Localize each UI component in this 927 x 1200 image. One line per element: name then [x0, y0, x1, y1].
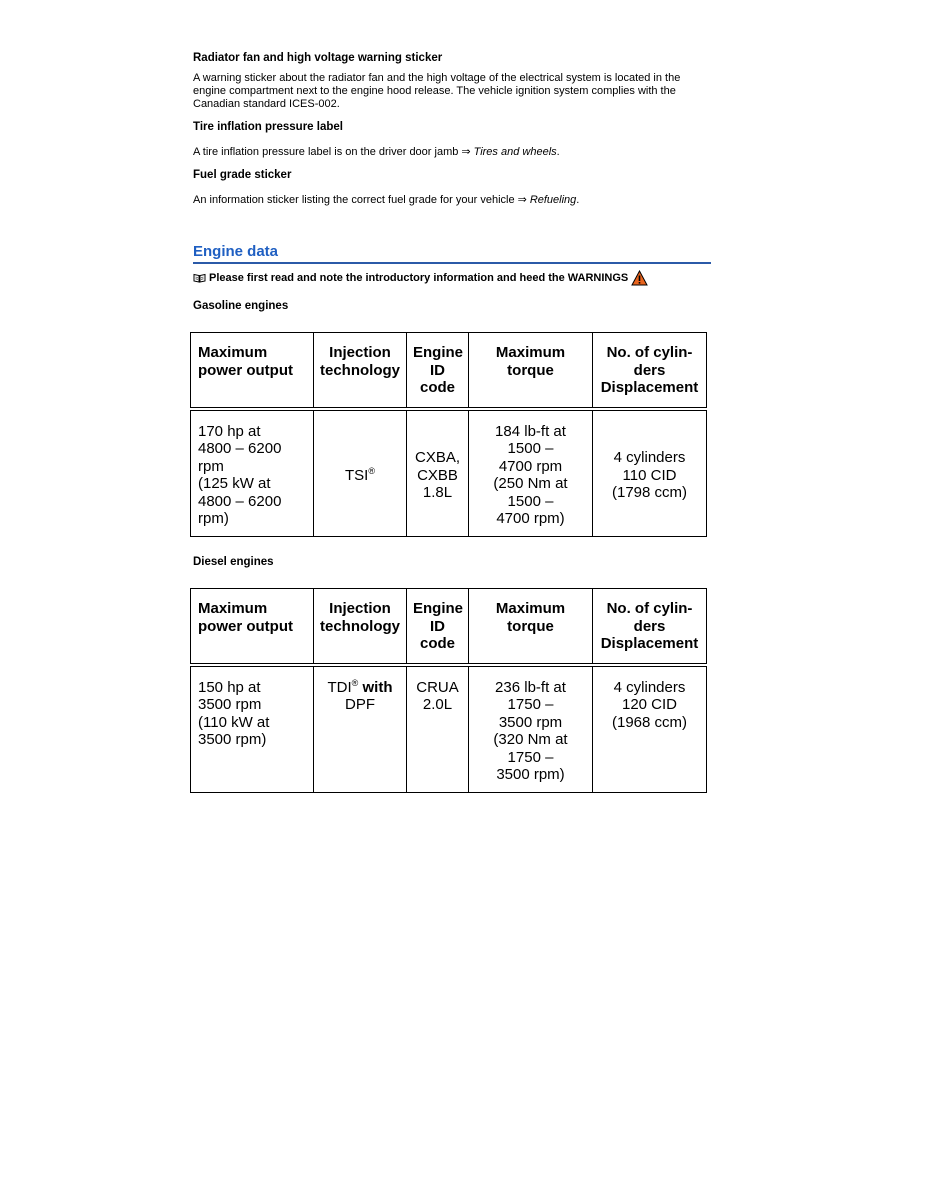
cell-power: 170 hp at 4800 – 6200 rpm (125 kW at 4800 – 6200 rpm) [191, 409, 314, 537]
subsection-diesel: Diesel engines [193, 556, 274, 568]
arrow-right-icon: ⇒ [517, 194, 527, 206]
cell-power: 150 hp at 3500 rpm (110 kW at 3500 rpm) [191, 665, 314, 793]
cell-injection: TDI® with DPF [314, 665, 407, 793]
col-header-power: Maximum power output [191, 589, 314, 665]
cell-torque: 184 lb-ft at 1500 – 4700 rpm (250 Nm at 1500 – 4700 rpm) [469, 409, 593, 537]
col-header-injection: Injection technology [314, 589, 407, 665]
cell-cylinders: 4 cylinders 120 CID (1968 ccm) [593, 665, 707, 793]
col-header-torque: Maximum torque [469, 333, 593, 409]
intro-text: Please first read and note the introductory information and heed the WARNINGS [209, 272, 629, 284]
cell-engine-id: CXBA, CXBB 1.8L [407, 409, 469, 537]
book-icon [193, 273, 206, 283]
col-header-cylinders: No. of cylin- ders Displacement [593, 333, 707, 409]
sticker-heading-radiator: Radiator fan and high voltage warning sticker [193, 52, 443, 64]
section-title-engine-data: Engine data [193, 243, 711, 264]
text-line: A tire inflation pressure label is on the driver door jamb [193, 146, 459, 158]
table-row [191, 665, 707, 793]
sticker-text-fuel [193, 194, 708, 207]
text-end: . [556, 146, 560, 158]
text-end: . [576, 194, 580, 206]
text-line: An information sticker listing the correct fuel grade for your vehicle [193, 194, 515, 206]
col-header-power: Maximum power output [191, 333, 314, 409]
table-header-row [191, 333, 707, 409]
col-header-torque: Maximum torque [469, 589, 593, 665]
gasoline-engine-table [190, 332, 707, 537]
diesel-engine-table [190, 588, 707, 793]
sticker-text-radiator [193, 72, 708, 111]
table-row [191, 409, 707, 537]
text-line: A warning sticker about the radiator fan and the high voltage of the electrical system is located in the [193, 72, 681, 84]
cell-torque: 236 lb-ft at 1750 – 3500 rpm (320 Nm at 1750 – 3500 rpm) [469, 665, 593, 793]
cell-cylinders: 4 cylinders 110 CID (1798 ccm) [593, 409, 707, 537]
sticker-text-tire [193, 146, 708, 159]
col-header-engine-id: Engine ID code [407, 333, 469, 409]
sticker-heading-tire: Tire inflation pressure label [193, 121, 343, 133]
sticker-heading-fuel: Fuel grade sticker [193, 169, 292, 181]
link-refueling[interactable]: Refueling [529, 194, 577, 206]
col-header-cylinders: No. of cylin- ders Displacement [593, 589, 707, 665]
arrow-right-icon: ⇒ [461, 146, 471, 158]
cell-engine-id: CRUA 2.0L [407, 665, 469, 793]
subsection-gasoline: Gasoline engines [193, 300, 289, 312]
link-tires-and-wheels[interactable]: Tires and wheels [473, 146, 557, 158]
text-line: Canadian standard ICES-002. [193, 98, 340, 110]
intro-note [193, 270, 648, 286]
col-header-injection: Injection technology [314, 333, 407, 409]
col-header-engine-id: Engine ID code [407, 589, 469, 665]
cell-injection: TSI® [314, 409, 407, 537]
table-header-row [191, 589, 707, 665]
warning-icon[interactable] [631, 270, 648, 286]
text-line: engine compartment next to the engine hood release. The vehicle ignition system complies with the [193, 85, 676, 97]
